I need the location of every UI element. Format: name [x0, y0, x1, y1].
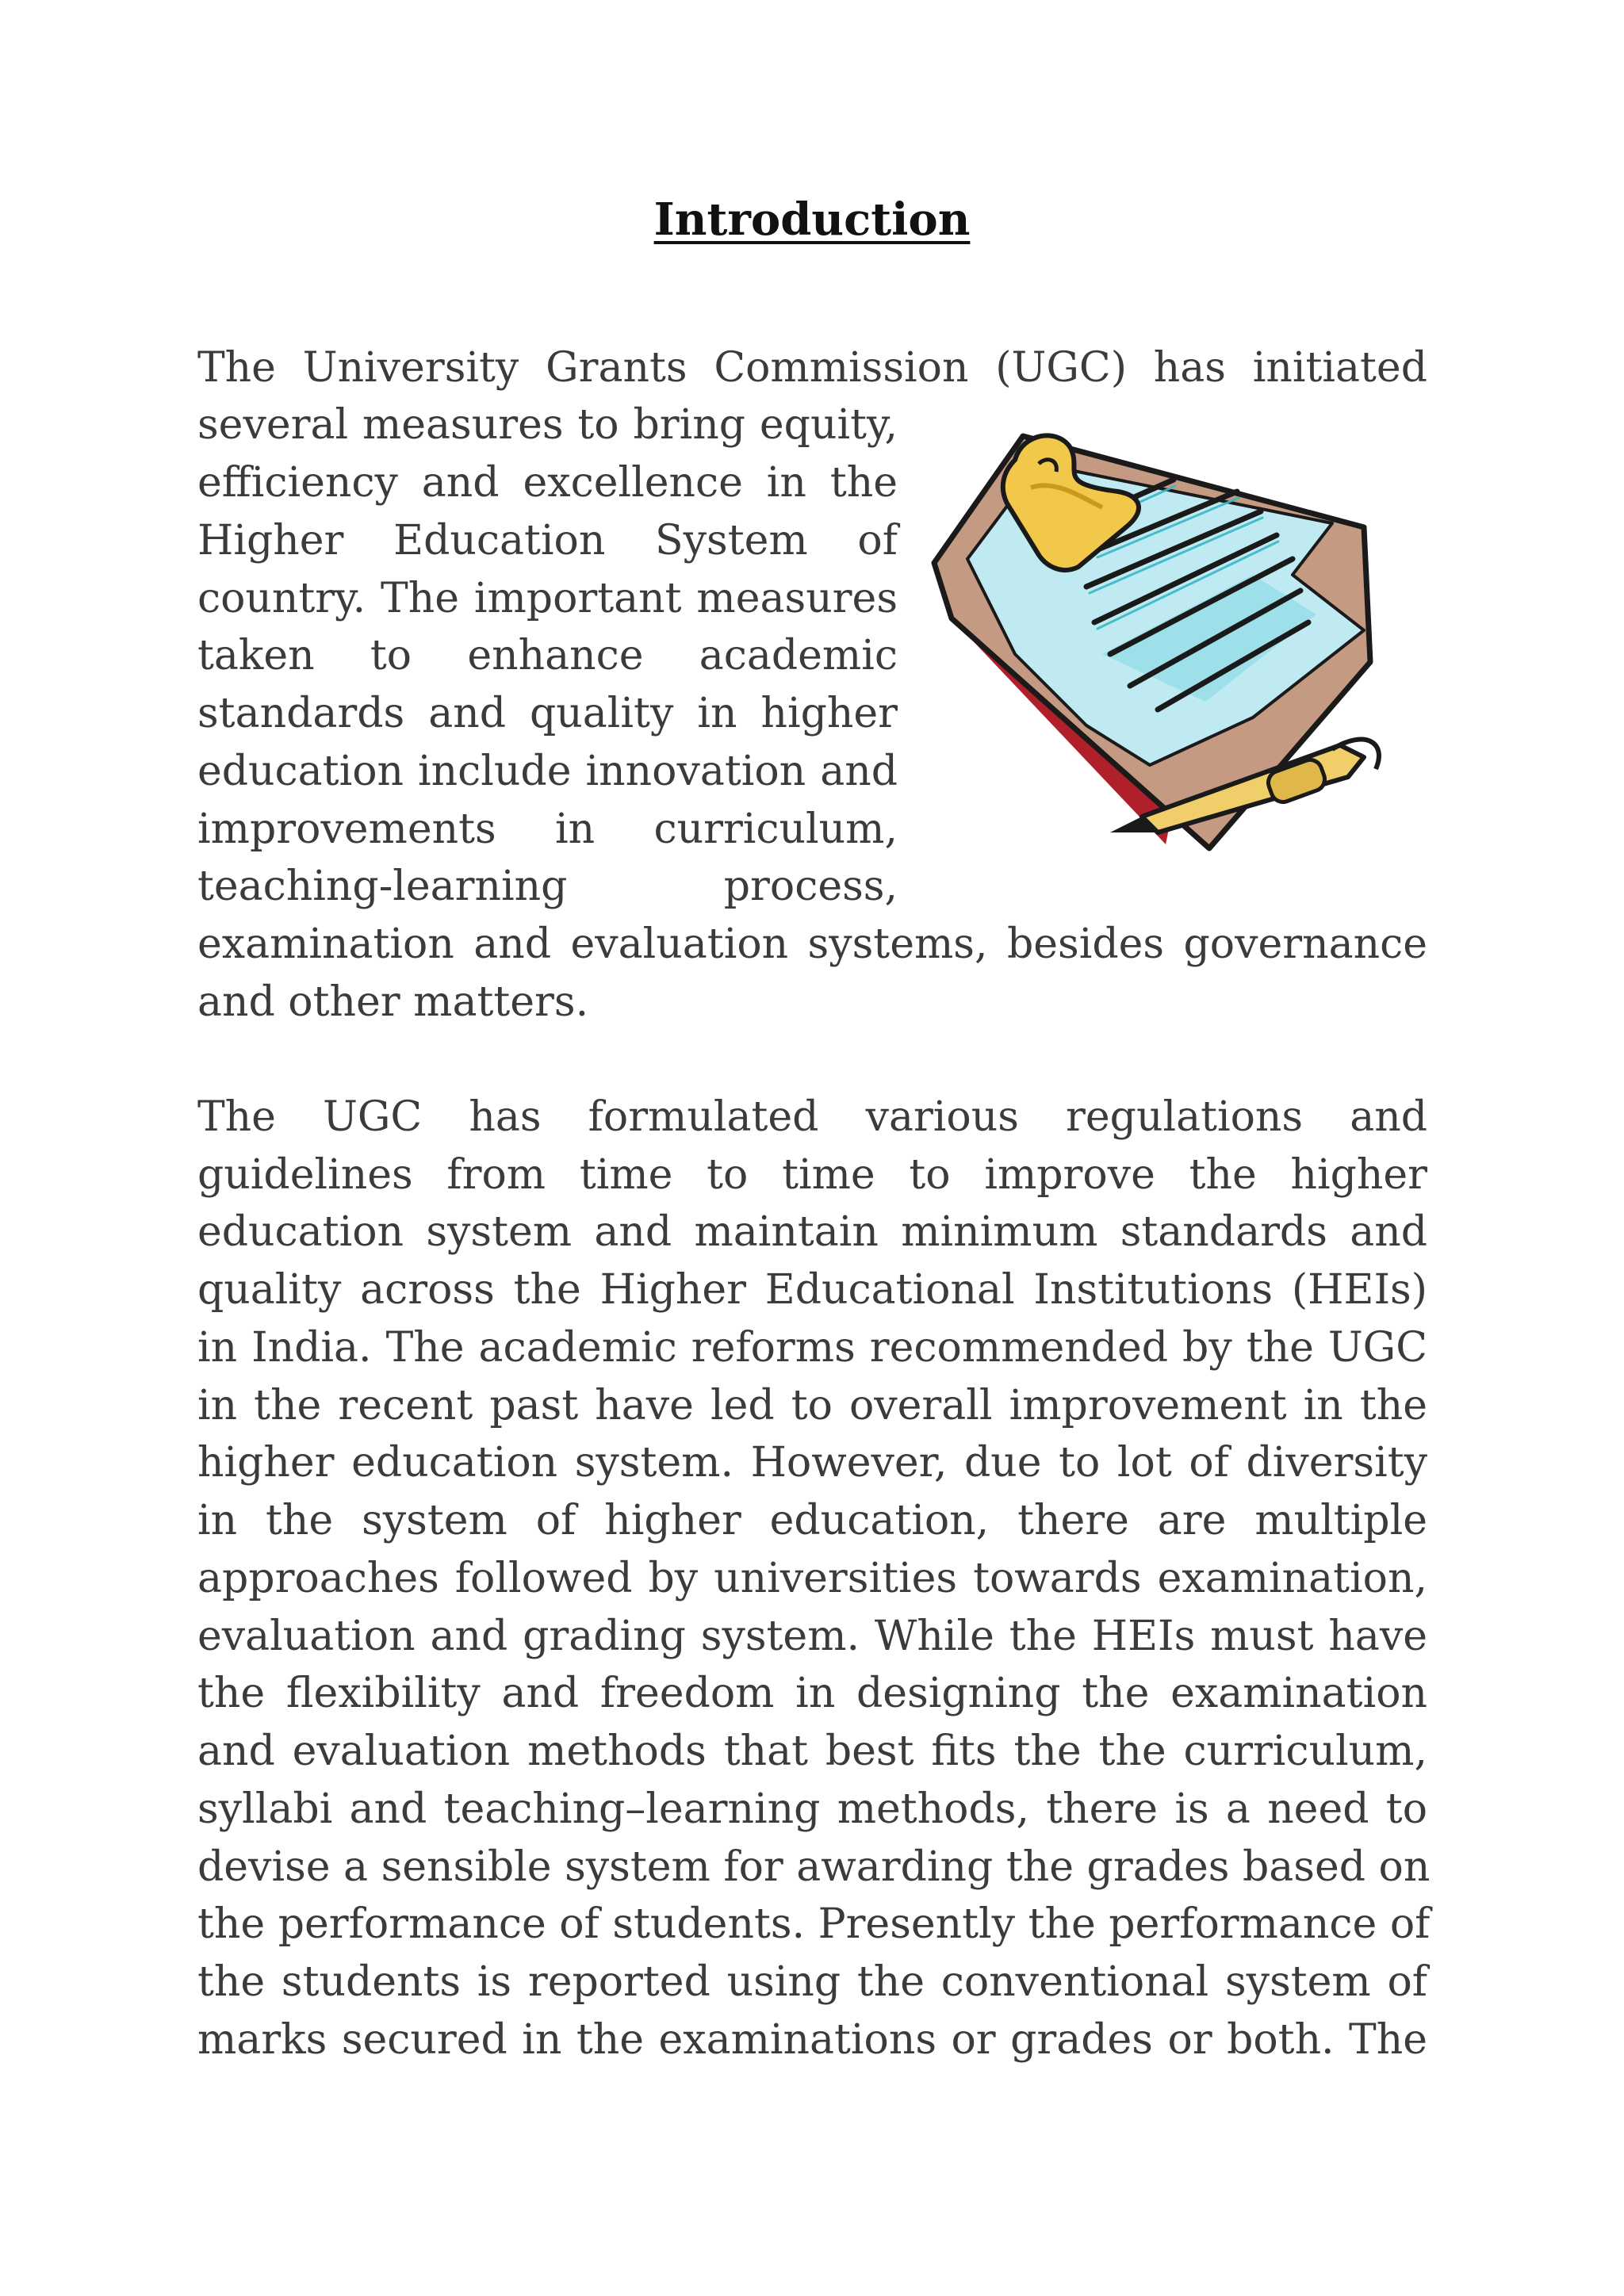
- paragraph-line: efficiency and excellence in the: [197, 459, 898, 507]
- paragraph-line: several measures to bring equity,: [197, 401, 898, 449]
- clipboard-with-pen-icon: [920, 416, 1411, 860]
- paragraph-line: higher education system. However, due to lot of diversity: [197, 1439, 1427, 1487]
- paragraph-line: devise a sensible system for awarding the grades based on: [197, 1843, 1431, 1891]
- paragraph-line: evaluation and grading system. While the HEIs must have: [197, 1613, 1427, 1660]
- paragraph-line: in the recent past have led to overall improvement in the: [197, 1382, 1427, 1429]
- paragraph-line: and other matters.: [197, 978, 589, 1026]
- paragraph-line: Higher Education System of: [197, 517, 898, 564]
- paragraph-line: education system and maintain minimum standards and: [197, 1208, 1427, 1256]
- paragraph-line: the students is reported using the conventional system of: [197, 1958, 1427, 2006]
- paragraph-line: education include innovation and: [197, 748, 898, 795]
- paragraph-line: quality across the Higher Educational Institutions (HEIs): [197, 1266, 1427, 1314]
- paragraph-line: in India. The academic reforms recommended by the UGC: [197, 1324, 1427, 1372]
- paragraph-line: taken to enhance academic: [197, 632, 898, 679]
- page-title: Introduction: [653, 193, 971, 246]
- paragraph-line: standards and quality in higher: [197, 690, 898, 737]
- paragraph-line: examination and evaluation systems, besides governance: [197, 920, 1427, 968]
- paragraph-line: marks secured in the examinations or grades or both. The: [197, 2016, 1427, 2064]
- paragraph-line: syllabi and teaching–learning methods, there is a need to: [197, 1785, 1427, 1833]
- paragraph-line: the flexibility and freedom in designing the examination: [197, 1670, 1427, 1717]
- paragraph-line: and evaluation methods that best fits the the curriculum,: [197, 1728, 1427, 1775]
- paragraph-line: teaching-learning process,: [197, 863, 898, 910]
- paragraph-line: guidelines from time to time to improve the higher: [197, 1151, 1427, 1199]
- paragraph-line: The University Grants Commission (UGC) has initiated: [197, 344, 1427, 392]
- paragraph-line: approaches followed by universities towards examination,: [197, 1555, 1427, 1602]
- paragraph-line: improvements in curriculum,: [197, 806, 898, 853]
- paragraph-line: The UGC has formulated various regulations and: [197, 1093, 1427, 1141]
- paragraph-line: country. The important measures: [197, 575, 898, 622]
- paragraph-line: the performance of students. Presently the performance of: [197, 1900, 1431, 1948]
- paragraph-line: in the system of higher education, there are multiple: [197, 1497, 1427, 1544]
